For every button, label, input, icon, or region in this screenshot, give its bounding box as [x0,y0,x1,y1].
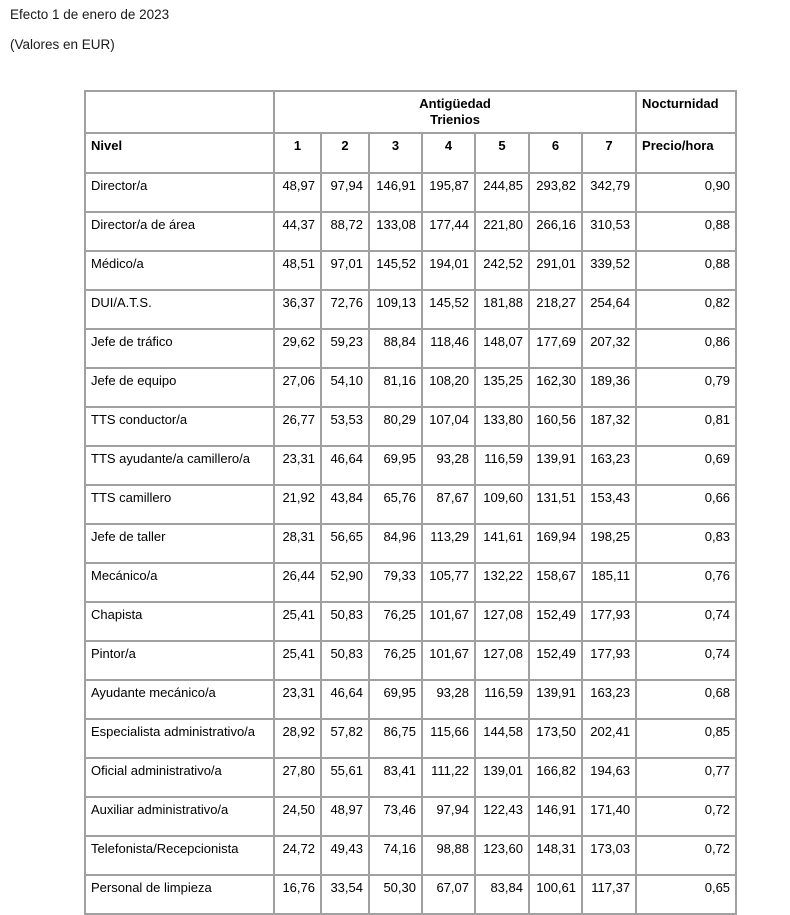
trienio-3-cell: 79,33 [369,563,422,602]
precio-hora-cell: 0,65 [636,875,736,914]
trienio-2-cell: 57,82 [321,719,369,758]
trienio-7-cell: 163,23 [582,446,636,485]
trienio-6-cell: 148,31 [529,836,582,875]
header-trienio-6: 6 [529,133,582,173]
trienio-2-cell: 49,43 [321,836,369,875]
trienio-7-cell: 117,37 [582,875,636,914]
trienio-7-cell: 198,25 [582,524,636,563]
nivel-cell: Jefe de taller [85,524,274,563]
salary-table-body [85,173,736,914]
trienio-7-cell: 177,93 [582,641,636,680]
trienio-5-cell: 181,88 [475,290,529,329]
trienio-3-cell: 69,95 [369,446,422,485]
header-trienio-2: 2 [321,133,369,173]
trienio-2-cell: 72,76 [321,290,369,329]
precio-hora-cell: 0,74 [636,641,736,680]
trienio-2-cell: 48,97 [321,797,369,836]
empty-corner-cell [85,91,274,133]
trienio-5-cell: 127,08 [475,602,529,641]
trienio-3-cell: 84,96 [369,524,422,563]
trienio-1-cell: 26,44 [274,563,321,602]
header-trienio-1: 1 [274,133,321,173]
trienio-3-cell: 86,75 [369,719,422,758]
trienio-7-cell: 185,11 [582,563,636,602]
trienio-5-cell: 122,43 [475,797,529,836]
trienio-7-cell: 171,40 [582,797,636,836]
trienio-6-cell: 293,82 [529,173,582,212]
table-row [85,446,736,485]
page-subtitle: (Valores en EUR) [10,37,115,52]
precio-hora-cell: 0,72 [636,797,736,836]
trienio-7-cell: 153,43 [582,485,636,524]
table-row [85,407,736,446]
trienio-2-cell: 54,10 [321,368,369,407]
nivel-cell: Oficial administrativo/a [85,758,274,797]
trienio-3-cell: 146,91 [369,173,422,212]
table-row [85,680,736,719]
trienio-3-cell: 73,46 [369,797,422,836]
trienio-1-cell: 16,76 [274,875,321,914]
precio-hora-cell: 0,88 [636,251,736,290]
trienio-1-cell: 24,50 [274,797,321,836]
trienio-1-cell: 28,31 [274,524,321,563]
trienio-4-cell: 145,52 [422,290,475,329]
trienio-1-cell: 27,06 [274,368,321,407]
header-precio-hora: Precio/hora [636,133,736,173]
trienio-7-cell: 207,32 [582,329,636,368]
precio-hora-cell: 0,81 [636,407,736,446]
precio-hora-cell: 0,79 [636,368,736,407]
precio-hora-cell: 0,66 [636,485,736,524]
trienio-6-cell: 158,67 [529,563,582,602]
header-antiguedad-trienios [274,91,636,133]
header-trienio-5: 5 [475,133,529,173]
trienio-2-cell: 43,84 [321,485,369,524]
trienio-6-cell: 266,16 [529,212,582,251]
trienio-7-cell: 254,64 [582,290,636,329]
trienio-6-cell: 146,91 [529,797,582,836]
trienio-3-cell: 65,76 [369,485,422,524]
trienio-1-cell: 23,31 [274,446,321,485]
trienio-5-cell: 141,61 [475,524,529,563]
table-row [85,212,736,251]
group-header-row [85,91,736,133]
trienio-5-cell: 242,52 [475,251,529,290]
nivel-cell: TTS camillero [85,485,274,524]
trienio-3-cell: 133,08 [369,212,422,251]
precio-hora-cell: 0,86 [636,329,736,368]
precio-hora-cell: 0,72 [636,836,736,875]
trienio-5-cell: 221,80 [475,212,529,251]
trienio-7-cell: 342,79 [582,173,636,212]
header-trienio-3: 3 [369,133,422,173]
trienio-4-cell: 194,01 [422,251,475,290]
salary-table [84,90,737,915]
trienio-5-cell: 116,59 [475,446,529,485]
trienio-2-cell: 50,83 [321,602,369,641]
trienio-6-cell: 160,56 [529,407,582,446]
trienio-2-cell: 97,94 [321,173,369,212]
nivel-cell: Director/a de área [85,212,274,251]
header-nivel: Nivel [85,133,274,173]
trienio-4-cell: 111,22 [422,758,475,797]
nivel-cell: TTS ayudante/a camillero/a [85,446,274,485]
trienio-4-cell: 67,07 [422,875,475,914]
trienio-1-cell: 25,41 [274,602,321,641]
trienio-2-cell: 33,54 [321,875,369,914]
precio-hora-cell: 0,90 [636,173,736,212]
trienio-5-cell: 133,80 [475,407,529,446]
nivel-cell: Jefe de tráfico [85,329,274,368]
table-row [85,368,736,407]
trienio-7-cell: 163,23 [582,680,636,719]
trienio-4-cell: 87,67 [422,485,475,524]
trienio-1-cell: 29,62 [274,329,321,368]
trienio-6-cell: 218,27 [529,290,582,329]
trienio-6-cell: 166,82 [529,758,582,797]
trienio-2-cell: 50,83 [321,641,369,680]
table-row [85,797,736,836]
trienio-6-cell: 139,91 [529,446,582,485]
header-trienio-4: 4 [422,133,475,173]
trienio-5-cell: 144,58 [475,719,529,758]
trienio-4-cell: 101,67 [422,602,475,641]
trienio-2-cell: 53,53 [321,407,369,446]
trienio-3-cell: 76,25 [369,641,422,680]
trienio-1-cell: 25,41 [274,641,321,680]
trienio-2-cell: 46,64 [321,446,369,485]
trienio-2-cell: 56,65 [321,524,369,563]
table-row [85,251,736,290]
trienio-1-cell: 48,97 [274,173,321,212]
trienio-2-cell: 46,64 [321,680,369,719]
trienio-3-cell: 83,41 [369,758,422,797]
table-row [85,758,736,797]
nivel-cell: Pintor/a [85,641,274,680]
precio-hora-cell: 0,76 [636,563,736,602]
trienio-3-cell: 109,13 [369,290,422,329]
table-row [85,602,736,641]
trienio-5-cell: 116,59 [475,680,529,719]
table-row [85,524,736,563]
header-trienios-line2: Trienios [430,112,480,127]
trienio-3-cell: 76,25 [369,602,422,641]
nivel-cell: Ayudante mecánico/a [85,680,274,719]
trienio-7-cell: 189,36 [582,368,636,407]
precio-hora-cell: 0,82 [636,290,736,329]
table-row [85,485,736,524]
nivel-cell: Mecánico/a [85,563,274,602]
trienio-6-cell: 131,51 [529,485,582,524]
trienio-3-cell: 81,16 [369,368,422,407]
trienio-2-cell: 55,61 [321,758,369,797]
trienio-2-cell: 88,72 [321,212,369,251]
trienio-6-cell: 162,30 [529,368,582,407]
trienio-6-cell: 291,01 [529,251,582,290]
nivel-cell: Personal de limpieza [85,875,274,914]
trienio-2-cell: 52,90 [321,563,369,602]
trienio-4-cell: 97,94 [422,797,475,836]
precio-hora-cell: 0,68 [636,680,736,719]
nivel-cell: Telefonista/Recepcionista [85,836,274,875]
trienio-7-cell: 194,63 [582,758,636,797]
trienio-4-cell: 105,77 [422,563,475,602]
trienio-3-cell: 145,52 [369,251,422,290]
trienio-5-cell: 127,08 [475,641,529,680]
trienio-6-cell: 100,61 [529,875,582,914]
trienio-1-cell: 27,80 [274,758,321,797]
table-row [85,173,736,212]
trienio-1-cell: 44,37 [274,212,321,251]
header-antiguedad-line1: Antigüedad [419,96,491,111]
page-title: Efecto 1 de enero de 2023 [10,7,170,22]
trienio-1-cell: 21,92 [274,485,321,524]
trienio-3-cell: 74,16 [369,836,422,875]
table-row [85,563,736,602]
trienio-1-cell: 48,51 [274,251,321,290]
trienio-7-cell: 202,41 [582,719,636,758]
precio-hora-cell: 0,88 [636,212,736,251]
trienio-7-cell: 310,53 [582,212,636,251]
column-header-row [85,133,736,173]
trienio-6-cell: 152,49 [529,641,582,680]
trienio-5-cell: 123,60 [475,836,529,875]
precio-hora-cell: 0,83 [636,524,736,563]
trienio-4-cell: 101,67 [422,641,475,680]
trienio-5-cell: 132,22 [475,563,529,602]
trienio-3-cell: 69,95 [369,680,422,719]
nivel-cell: TTS conductor/a [85,407,274,446]
table-row [85,290,736,329]
trienio-4-cell: 177,44 [422,212,475,251]
trienio-6-cell: 173,50 [529,719,582,758]
trienio-5-cell: 148,07 [475,329,529,368]
nivel-cell: Chapista [85,602,274,641]
nivel-cell: Director/a [85,173,274,212]
trienio-4-cell: 115,66 [422,719,475,758]
trienio-3-cell: 88,84 [369,329,422,368]
header-nocturnidad: Nocturnidad [636,91,736,133]
trienio-5-cell: 109,60 [475,485,529,524]
trienio-4-cell: 93,28 [422,680,475,719]
trienio-4-cell: 107,04 [422,407,475,446]
trienio-7-cell: 339,52 [582,251,636,290]
nivel-cell: Auxiliar administrativo/a [85,797,274,836]
trienio-7-cell: 187,32 [582,407,636,446]
trienio-4-cell: 195,87 [422,173,475,212]
trienio-2-cell: 97,01 [321,251,369,290]
precio-hora-cell: 0,69 [636,446,736,485]
table-row [85,329,736,368]
trienio-3-cell: 50,30 [369,875,422,914]
precio-hora-cell: 0,77 [636,758,736,797]
table-row [85,875,736,914]
trienio-6-cell: 177,69 [529,329,582,368]
trienio-5-cell: 139,01 [475,758,529,797]
trienio-7-cell: 173,03 [582,836,636,875]
trienio-1-cell: 28,92 [274,719,321,758]
nivel-cell: DUI/A.T.S. [85,290,274,329]
table-row [85,836,736,875]
trienio-6-cell: 139,91 [529,680,582,719]
nivel-cell: Especialista administrativo/a [85,719,274,758]
trienio-3-cell: 80,29 [369,407,422,446]
nivel-cell: Jefe de equipo [85,368,274,407]
trienio-6-cell: 152,49 [529,602,582,641]
table-row [85,641,736,680]
trienio-1-cell: 24,72 [274,836,321,875]
trienio-2-cell: 59,23 [321,329,369,368]
trienio-4-cell: 113,29 [422,524,475,563]
precio-hora-cell: 0,74 [636,602,736,641]
trienio-1-cell: 23,31 [274,680,321,719]
trienio-1-cell: 36,37 [274,290,321,329]
trienio-4-cell: 98,88 [422,836,475,875]
trienio-7-cell: 177,93 [582,602,636,641]
trienio-1-cell: 26,77 [274,407,321,446]
trienio-4-cell: 93,28 [422,446,475,485]
trienio-5-cell: 83,84 [475,875,529,914]
trienio-4-cell: 118,46 [422,329,475,368]
precio-hora-cell: 0,85 [636,719,736,758]
table-row [85,719,736,758]
trienio-5-cell: 135,25 [475,368,529,407]
trienio-6-cell: 169,94 [529,524,582,563]
header-trienio-7: 7 [582,133,636,173]
trienio-4-cell: 108,20 [422,368,475,407]
nivel-cell: Médico/a [85,251,274,290]
trienio-5-cell: 244,85 [475,173,529,212]
